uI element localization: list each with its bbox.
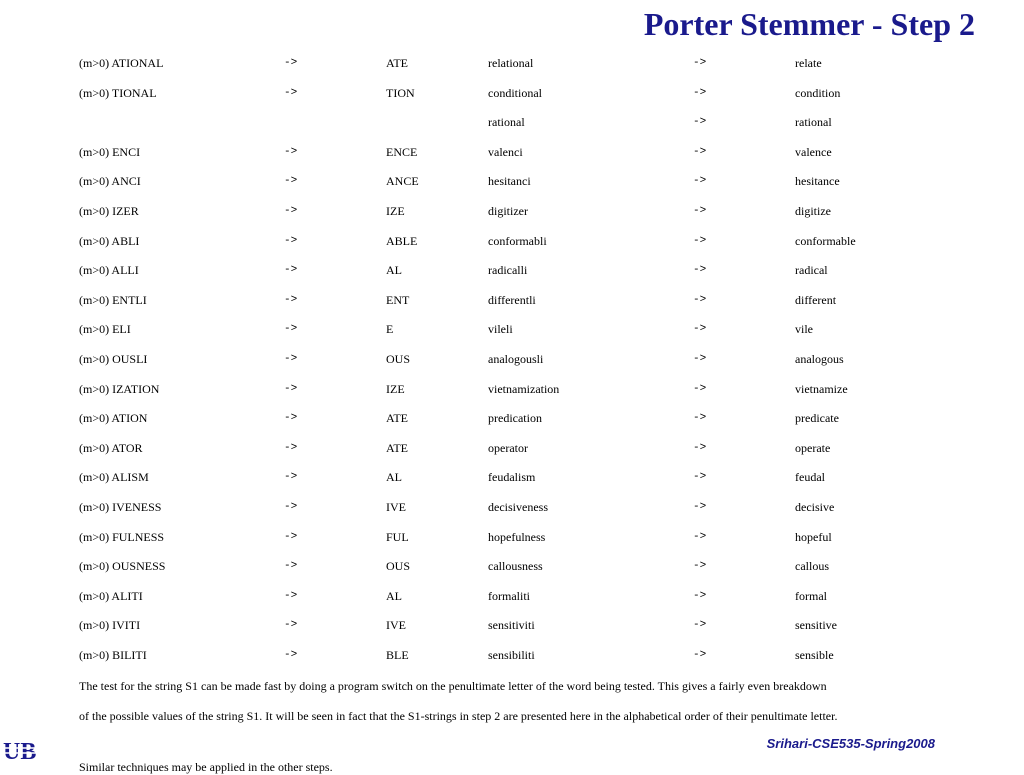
rule-row	[0, 434, 1024, 464]
example-word: differentli	[488, 292, 536, 307]
rule-arrow: ->	[284, 86, 298, 99]
example-result: callous	[795, 559, 829, 574]
example-result: hesitance	[795, 174, 840, 189]
rule-replacement: ENCE	[386, 144, 418, 159]
rule-condition: (m>0) TIONAL	[79, 85, 157, 100]
rule-arrow: ->	[284, 619, 298, 632]
rule-arrow: ->	[284, 323, 298, 336]
example-word: radicalli	[488, 263, 528, 278]
rule-replacement: OUS	[386, 351, 411, 366]
rule-replacement: AL	[386, 470, 402, 485]
rule-condition: (m>0) FULNESS	[79, 529, 165, 544]
example-result: predicate	[795, 411, 839, 426]
example-arrow: ->	[693, 86, 707, 99]
rule-arrow: ->	[284, 500, 298, 513]
ub-logo-icon	[2, 736, 44, 764]
rule-arrow: ->	[284, 589, 298, 602]
rule-replacement: ENT	[386, 292, 410, 307]
rule-replacement: IVE	[386, 618, 406, 633]
example-word: feudalism	[488, 470, 536, 485]
example-arrow: ->	[693, 57, 707, 69]
example-arrow: ->	[693, 619, 707, 632]
rule-replacement: ANCE	[386, 174, 419, 189]
rule-row	[0, 582, 1024, 612]
example-arrow: ->	[693, 116, 707, 129]
example-result: sensitive	[795, 618, 837, 633]
rule-row	[0, 197, 1024, 227]
rule-row	[0, 167, 1024, 197]
example-word: predication	[488, 411, 542, 426]
rule-replacement: BLE	[386, 647, 409, 662]
example-arrow: ->	[693, 145, 707, 158]
example-result: sensible	[795, 647, 834, 662]
example-word: conditional	[488, 85, 542, 100]
example-arrow: ->	[693, 530, 707, 543]
note-line-3: Similar techniques may be applied in the other steps.	[79, 760, 333, 774]
rule-row	[0, 641, 1024, 671]
example-word: vietnamization	[488, 381, 560, 396]
example-word: hesitanci	[488, 174, 531, 189]
example-word: callousness	[488, 559, 543, 574]
rule-condition: (m>0) ABLI	[79, 233, 140, 248]
example-arrow: ->	[693, 412, 707, 425]
example-result: decisive	[795, 499, 835, 514]
example-arrow: ->	[693, 382, 707, 395]
rule-condition: (m>0) ALISM	[79, 470, 149, 485]
example-word: formaliti	[488, 588, 530, 603]
rule-row	[0, 523, 1024, 553]
example-word: decisiveness	[488, 499, 548, 514]
rule-row	[0, 345, 1024, 375]
rule-condition: (m>0) ENCI	[79, 144, 141, 159]
rule-arrow: ->	[284, 412, 298, 425]
rule-arrow: ->	[284, 57, 298, 69]
rule-replacement: IVE	[386, 499, 406, 514]
rule-condition: (m>0) ATOR	[79, 440, 143, 455]
rule-condition: (m>0) ENTLI	[79, 292, 147, 307]
rule-condition: (m>0) IZER	[79, 203, 139, 218]
rule-replacement: IZE	[386, 203, 405, 218]
rule-replacement: ABLE	[386, 233, 418, 248]
rule-arrow: ->	[284, 352, 298, 365]
rule-condition: (m>0) IVENESS	[79, 499, 162, 514]
example-word: rational	[488, 115, 525, 130]
example-result: different	[795, 292, 837, 307]
page-title: Porter Stemmer - Step 2	[643, 6, 975, 42]
rule-arrow: ->	[284, 234, 298, 247]
example-result: vietnamize	[795, 381, 848, 396]
footer-credit: Srihari-CSE535-Spring2008	[766, 736, 935, 751]
example-word: conformabli	[488, 233, 547, 248]
example-result: vile	[795, 322, 813, 337]
example-arrow: ->	[693, 204, 707, 217]
example-result: digitize	[795, 203, 831, 218]
example-word: operator	[488, 440, 528, 455]
example-result: formal	[795, 588, 827, 603]
example-arrow: ->	[693, 264, 707, 277]
rule-arrow: ->	[284, 293, 298, 306]
rule-condition: (m>0) ATIONAL	[79, 56, 164, 70]
rule-condition: (m>0) IVITI	[79, 618, 141, 633]
example-arrow: ->	[693, 589, 707, 602]
example-result: relate	[795, 56, 822, 70]
rule-row	[0, 227, 1024, 257]
example-word: sensitiviti	[488, 618, 535, 633]
rule-arrow: ->	[284, 204, 298, 217]
example-arrow: ->	[693, 352, 707, 365]
rule-row	[0, 552, 1024, 582]
example-result: conformable	[795, 233, 856, 248]
svg-text:UB: UB	[3, 739, 37, 764]
rule-row	[0, 108, 1024, 138]
rule-row	[0, 375, 1024, 405]
rule-condition: (m>0) OUSNESS	[79, 559, 166, 574]
rule-condition: (m>0) BILITI	[79, 647, 147, 662]
rule-replacement: OUS	[386, 559, 411, 574]
example-result: radical	[795, 263, 828, 278]
example-word: vileli	[488, 322, 513, 337]
example-arrow: ->	[693, 648, 707, 661]
rule-replacement: ATE	[386, 56, 408, 70]
example-arrow: ->	[693, 441, 707, 454]
rule-row	[0, 286, 1024, 316]
example-word: valenci	[488, 144, 523, 159]
rule-condition: (m>0) OUSLI	[79, 351, 148, 366]
example-result: operate	[795, 440, 831, 455]
rule-row	[0, 315, 1024, 345]
example-result: condition	[795, 85, 841, 100]
example-arrow: ->	[693, 234, 707, 247]
rule-condition: (m>0) ATION	[79, 411, 148, 426]
rule-arrow: ->	[284, 648, 298, 661]
rule-arrow: ->	[284, 560, 298, 573]
rule-arrow: ->	[284, 530, 298, 543]
rule-row	[0, 79, 1024, 109]
example-word: digitizer	[488, 203, 528, 218]
rule-replacement: ATE	[386, 411, 408, 426]
rule-condition: (m>0) IZATION	[79, 381, 160, 396]
rule-replacement: TION	[386, 85, 415, 100]
example-result: feudal	[795, 470, 825, 485]
example-word: sensibiliti	[488, 647, 535, 662]
rule-replacement: IZE	[386, 381, 405, 396]
rules-table	[0, 49, 1024, 670]
rule-arrow: ->	[284, 382, 298, 395]
example-result: valence	[795, 144, 832, 159]
rule-condition: (m>0) ELI	[79, 322, 131, 337]
rule-replacement: E	[386, 322, 394, 337]
example-word: analogousli	[488, 351, 544, 366]
rule-arrow: ->	[284, 145, 298, 158]
example-result: analogous	[795, 351, 844, 366]
example-arrow: ->	[693, 471, 707, 484]
example-word: relational	[488, 56, 534, 70]
note-line-1: The test for the string S1 can be made fast by doing a program switch on the penultimate letter of the word being tested. This gives a fairly even breakdown	[79, 679, 827, 693]
rule-row	[0, 493, 1024, 523]
rule-row	[0, 463, 1024, 493]
example-arrow: ->	[693, 500, 707, 513]
rule-replacement: ATE	[386, 440, 408, 455]
rule-row	[0, 404, 1024, 434]
note-line-2: of the possible values of the string S1. It will be seen in fact that the S1-strings in step 2 are presented here in the alphabetical order of their penultimate letter.	[79, 709, 838, 723]
rule-row	[0, 138, 1024, 168]
rule-replacement: AL	[386, 263, 402, 278]
example-word: hopefulness	[488, 529, 546, 544]
example-arrow: ->	[693, 323, 707, 336]
rule-arrow: ->	[284, 441, 298, 454]
rule-replacement: FUL	[386, 529, 409, 544]
example-result: hopeful	[795, 529, 832, 544]
rule-arrow: ->	[284, 175, 298, 188]
rule-condition: (m>0) ANCI	[79, 174, 141, 189]
rule-condition: (m>0) ALLI	[79, 263, 139, 278]
rule-arrow: ->	[284, 471, 298, 484]
example-arrow: ->	[693, 560, 707, 573]
rule-row	[0, 49, 1024, 79]
rule-condition: (m>0) ALITI	[79, 588, 143, 603]
rule-replacement: AL	[386, 588, 402, 603]
example-result: rational	[795, 115, 832, 130]
rule-row	[0, 256, 1024, 286]
rule-arrow: ->	[284, 264, 298, 277]
rule-row	[0, 611, 1024, 641]
example-arrow: ->	[693, 293, 707, 306]
example-arrow: ->	[693, 175, 707, 188]
